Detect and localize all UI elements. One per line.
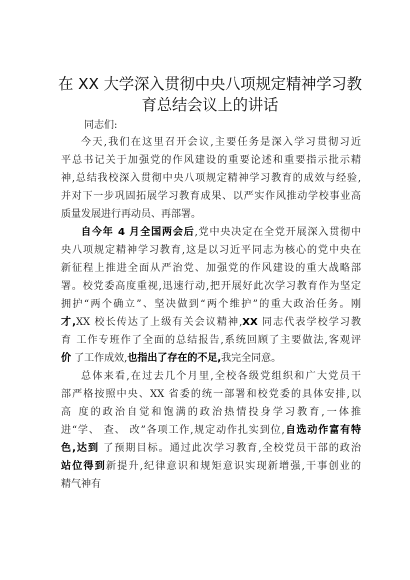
paragraph-line bbox=[61, 350, 361, 368]
paragraph-line bbox=[61, 224, 361, 242]
text-run: 了工作成效, bbox=[71, 353, 128, 364]
paragraph-line bbox=[61, 314, 361, 332]
paragraph-line: 平总书记关于加强党的作风建设的重要论述和重要指示批示精 bbox=[61, 155, 361, 166]
paragraph-line: 并对下一步巩固拓展学习教育成果、以严实作风推动学校事业高 bbox=[61, 191, 361, 202]
bold-text: 自今年 4 月全国两会后 bbox=[81, 227, 195, 238]
bold-text: 自选动作富有特 bbox=[284, 425, 361, 436]
paragraph-1 bbox=[61, 134, 361, 224]
paragraph-line bbox=[61, 440, 361, 458]
bold-text: 色,达到 bbox=[61, 443, 100, 454]
title-line-2: 育总结会议上的讲话 bbox=[141, 96, 279, 114]
paragraph-line: 精气神有 bbox=[61, 479, 101, 490]
greeting: 同志们: bbox=[84, 120, 118, 131]
paragraph-line: 育 工作专班作了全面的总结报告,系统回顾了主要做法,客观评 bbox=[61, 335, 361, 346]
text-run: 了预期目标。通过此次学习教育,全校党员干部的政治 bbox=[99, 443, 361, 454]
text-run: ,党中央决定在全党开展深入贯彻中 bbox=[194, 227, 361, 238]
paragraph-line: 新征程上推进全面从严治党、加强党的作风建设的重大战略部 bbox=[61, 263, 361, 274]
paragraph-line: 署。校党委高度重视,迅速行动,把开展好此次学习教育作为坚定 bbox=[61, 281, 361, 292]
text-run: 新提升,纪律意识和规矩意识实现新增强,干事创业的 bbox=[105, 461, 361, 472]
paragraph-line: 拥护“两个确立”、坚决做到“两个维护”的重大政治任务。刚 bbox=[61, 299, 361, 310]
text-run: 同志代表学校学习教 bbox=[257, 317, 361, 328]
paragraph-line: 总体来看,在过去几个月里,全校各级党组织和广大党员干 bbox=[81, 371, 361, 382]
text-run: 我完全同意。 bbox=[221, 353, 282, 364]
paragraph-line bbox=[61, 422, 361, 440]
paragraph-3 bbox=[61, 368, 361, 494]
paragraph-line: 今天,我们在这里召开会议,主要任务是深入学习贯彻习近 bbox=[81, 137, 361, 148]
paragraph-line: 央八项规定精神学习教育,这是以习近平同志为核心的党中央在 bbox=[61, 245, 361, 256]
text-run: XX 校长传达了上级有关会议精神, bbox=[75, 317, 243, 328]
bold-text: XX bbox=[242, 317, 258, 328]
bold-text: 也指出了存在的不足, bbox=[127, 353, 222, 364]
paragraph-line: 部严格按照中央、XX 省委的统一部署和校党委的具体安排,以 bbox=[61, 389, 361, 400]
bold-text: 站位得到 bbox=[61, 461, 106, 472]
bold-text: 才, bbox=[61, 317, 76, 328]
paragraph-line bbox=[61, 458, 361, 476]
title-line-1: 在 XX 大学深入贯彻中央八项规定精神学习教 bbox=[58, 75, 362, 93]
bold-text: 价 bbox=[61, 353, 71, 364]
paragraph-line: 质量发展进行再动员、再部署。 bbox=[61, 209, 201, 220]
paragraph-2 bbox=[61, 224, 361, 368]
text-run: 进“学、 查、 改”各项工作,规定动作扎实到位, bbox=[61, 425, 285, 436]
paragraph-line: 神,总结我校深入贯彻中央八项规定精神学习教育的成效与经验, bbox=[61, 173, 361, 184]
paragraph-line: 高 度的政治自觉和饱满的政治热情投身学习教育,一体推 bbox=[61, 407, 361, 418]
speech-title bbox=[40, 74, 380, 116]
